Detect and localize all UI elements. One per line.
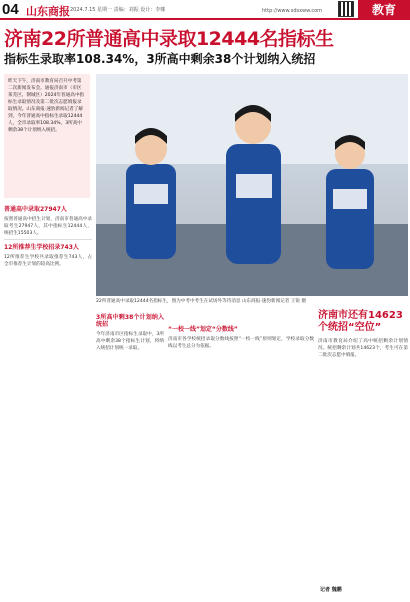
issue-meta: 2024.7.15 星期一 责编：刘振 设计：李娜 (70, 7, 166, 13)
body-text: 12所推荐生学校共录取推荐生743人，占全市推荐生计划的较高比例。 (4, 255, 92, 267)
byline: 记者 魏鹏 (320, 587, 342, 593)
news-photo (96, 74, 408, 296)
section-heading: 12所推荐生学校招录743人 (4, 244, 79, 251)
body-text: 济南市教育局介绍了高中统招剩余计划情况。统招剩余计划共14623个，考生可在第二批次志愿中填报。 (318, 339, 408, 358)
page-number: 04 (2, 1, 19, 18)
section-heading: 普通高中录取27947人 (4, 206, 67, 213)
headline: 济南22所普通高中录取12444名指标生 (4, 28, 334, 50)
section-heading: 3所高中剩38个计划纳入统招 (96, 314, 164, 328)
body-text: 按照普通高中招生计划，济南市普通高中录取考生27947人，其中指标生12444人，统招生15503人。 (4, 217, 92, 236)
section-heading: “一校一线”划定“分数线” (168, 326, 238, 333)
students-photo-illustration (96, 74, 408, 296)
lead-paragraph: 昨天下午，济南市教育局召开中考第二次新闻发布会。通报济南市（市区莱芜区、钢城区）2024年普通高中指标生录取情况及第二批次志愿填报录取情况。山东商报·速豹新闻记者了解到，今年普通高中指标生录取12444人，全市录取率108.34%，3所高中剩余38个计划纳入统招。 (8, 79, 85, 133)
body-text: 济南市各学校统招录取分数线按照“一校一线”原则划定，学校录取分数线以考生总分为依据。 (168, 337, 314, 349)
photo-caption: 22所普通高中录取12444名指标生，图为中考中考生在试场外等待消息 山东商报·速豹新闻记者 王锐 摄 (96, 299, 307, 304)
body-text: 今年济南市区指标生录取中，3所高中剩余38个指标生计划，将纳入统招计划统一录取。 (96, 332, 164, 351)
page-header (0, 0, 410, 20)
lead-box (4, 74, 90, 198)
paper-name: 山东商报 (26, 5, 70, 18)
section-label: 教育 (358, 0, 410, 20)
column-1 (4, 202, 92, 592)
site-url[interactable]: http://www.sdsxww.com (262, 8, 323, 14)
sidebar-title: 济南市还有14623个统招“空位” (318, 310, 403, 333)
column-3 (168, 322, 314, 592)
sidebar-body (318, 338, 408, 578)
subheadline: 指标生录取率108.34%，3所高中剩余38个计划纳入统招 (4, 52, 316, 66)
qr-code-icon (338, 1, 354, 17)
column-2 (96, 310, 164, 592)
sidebar-article (318, 310, 408, 578)
